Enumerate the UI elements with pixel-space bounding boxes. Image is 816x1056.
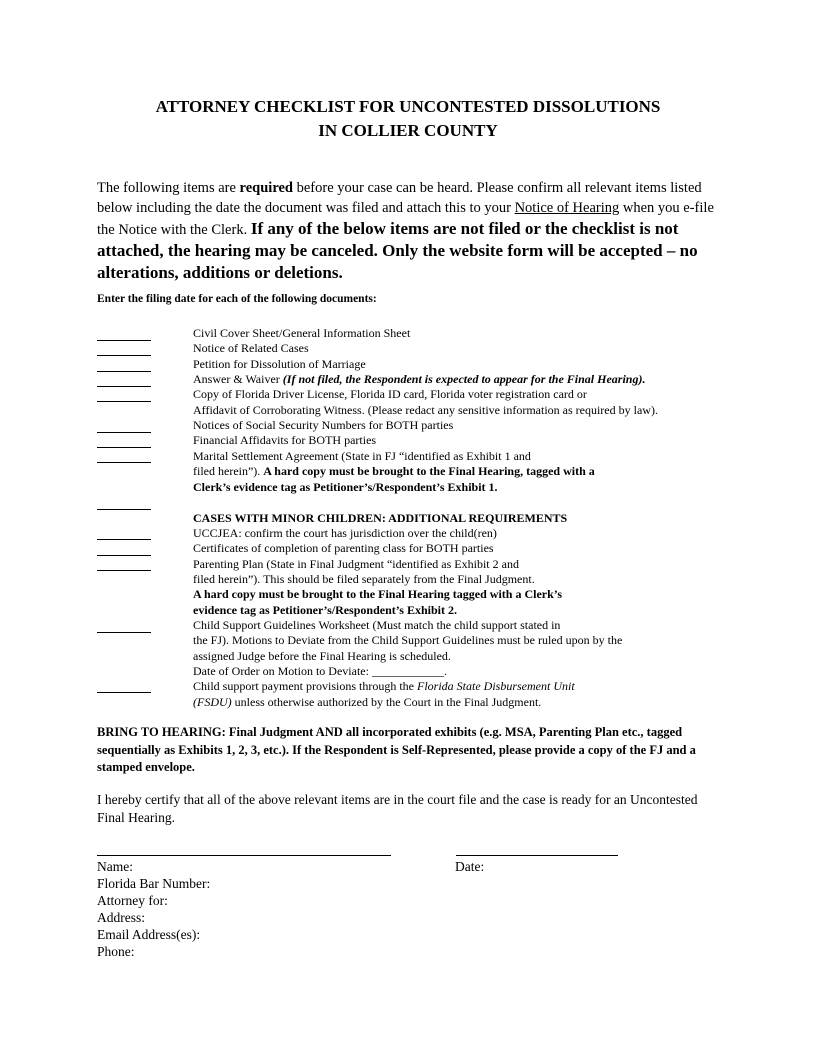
item-support-line-2: the FJ). Motions to Deviate from the Child Support Guidelines must be ruled upon by the (193, 633, 623, 647)
item-plan-line-1: Parenting Plan (State in Final Judgment “identified as Exhibit 2 and (193, 557, 519, 571)
date-label: Date: (455, 859, 485, 874)
date-signature-line[interactable] (456, 855, 618, 856)
intro-paragraph (97, 178, 717, 284)
item-msa-bold: A hard copy must be brought to the Final Hearing, tagged with a (263, 464, 595, 478)
bring-to-hearing-paragraph: BRING TO HEARING: Final Judgment AND all incorporated exhibits (e.g. MSA, Parenting Plan etc., tagged sequentially as Exhibits 1, 2, 3, etc.). If the Respondent is Self-Represented, please provide a copy of the FJ and a stamped envelope. (97, 725, 696, 774)
date-field-support-worksheet[interactable] (97, 632, 151, 633)
item-license-line-1: Copy of Florida Driver License, Florida ID card, Florida voter registration card or (193, 387, 587, 401)
date-field-msa[interactable] (97, 462, 151, 463)
item-fsdu-name: Florida State Disbursement Unit (417, 679, 575, 693)
item-msa-line-1: Marital Settlement Agreement (State in FJ “identified as Exhibit 1 and (193, 449, 531, 463)
item-related-cases: Notice of Related Cases (193, 341, 309, 355)
item-fsdu-abbr: (FSDU) (193, 695, 232, 709)
name-label: Name: (97, 859, 133, 874)
date-field-civil-cover[interactable] (97, 340, 151, 341)
item-ssn: Notices of Social Security Numbers for BOTH parties (193, 418, 454, 432)
enter-filing-date-instruction: Enter the filing date for each of the following documents: (97, 293, 377, 305)
item-petition: Petition for Dissolution of Marriage (193, 357, 366, 371)
item-support-line-3: assigned Judge before the Final Hearing is scheduled. (193, 649, 451, 663)
intro-text-3: when you e-file the Notice with the Clerk. (97, 200, 714, 238)
date-field-fsdu[interactable] (97, 692, 151, 693)
item-msa-text: filed herein”). (193, 464, 264, 478)
date-field-related-cases[interactable] (97, 355, 151, 356)
date-field-license[interactable] (97, 401, 151, 402)
intro-warning: If any of the below items are not filed or the checklist is not attached, the hearing may be canceled. Only the website form will be accepted – no alterations, additions or deletions. (97, 219, 698, 282)
minor-children-heading: CASES WITH MINOR CHILDREN: ADDITIONAL REQUIREMENTS (193, 511, 568, 525)
item-plan-line-2: filed herein”). This should be filed separately from the Final Judgment. (193, 572, 535, 586)
date-field-ssn[interactable] (97, 432, 151, 433)
notice-of-hearing-link[interactable]: Notice of Hearing (514, 200, 620, 216)
item-fsdu-line-2 (193, 695, 541, 710)
date-field-parenting-class[interactable] (97, 555, 151, 556)
item-fsdu-line-1 (193, 679, 575, 694)
item-support-line-1: Child Support Guidelines Worksheet (Must match the child support stated in (193, 618, 561, 632)
title-line-1: ATTORNEY CHECKLIST FOR UNCONTESTED DISSOLUTIONS (155, 97, 661, 116)
item-support-line-4: Date of Order on Motion to Deviate: ____________. (193, 664, 447, 678)
item-answer-note: (If not filed, the Respondent is expected to appear for the Final Hearing). (282, 372, 646, 386)
item-answer-text: Answer & Waiver (193, 372, 283, 386)
item-answer-waiver (193, 372, 645, 387)
item-plan-line-3: A hard copy must be brought to the Final Hearing tagged with a Clerk’s (193, 587, 563, 601)
intro-text-2: before your case can be heard. Please confirm all relevant items listed below including the date the document was filed and attach this to your (97, 180, 702, 216)
item-uccjea: UCCJEA: confirm the court has jurisdiction over the child(ren) (193, 526, 497, 540)
address-label: Address: (97, 910, 145, 925)
item-fsdu-text: Child support payment provisions through the (193, 679, 417, 693)
page-title (0, 95, 816, 143)
bar-number-label: Florida Bar Number: (97, 876, 211, 891)
date-field-uccjea[interactable] (97, 539, 151, 540)
date-field-parenting-plan[interactable] (97, 570, 151, 571)
attorney-for-label: Attorney for: (97, 893, 168, 908)
item-plan-line-4: evidence tag as Petitioner’s/Respondent’s Exhibit 2. (193, 603, 457, 617)
email-label: Email Address(es): (97, 927, 201, 942)
item-fsdu-rest: unless otherwise authorized by the Court in the Final Judgment. (231, 695, 542, 709)
item-license-line-2: Affidavit of Corroborating Witness. (Please redact any sensitive information as required by law). (193, 403, 658, 417)
item-financial: Financial Affidavits for BOTH parties (193, 433, 377, 447)
name-signature-line[interactable] (97, 855, 391, 856)
date-field-financial[interactable] (97, 447, 151, 448)
date-field-minor-children[interactable] (97, 509, 151, 510)
phone-label: Phone: (97, 944, 135, 959)
item-msa-line-3: Clerk’s evidence tag as Petitioner’s/Respondent’s Exhibit 1. (193, 480, 498, 494)
date-field-answer-waiver[interactable] (97, 386, 151, 387)
item-civil-cover: Civil Cover Sheet/General Information Sheet (193, 326, 411, 340)
intro-text-1: The following items are (97, 180, 240, 196)
date-field-petition[interactable] (97, 371, 151, 372)
title-line-2: IN COLLIER COUNTY (318, 121, 498, 140)
certification-paragraph: I hereby certify that all of the above relevant items are in the court file and the case is ready for an Uncontested Final Hearing. (97, 792, 698, 825)
item-msa-line-2 (193, 464, 595, 479)
intro-required: required (239, 180, 293, 196)
item-parenting-class: Certificates of completion of parenting class for BOTH parties (193, 541, 494, 555)
